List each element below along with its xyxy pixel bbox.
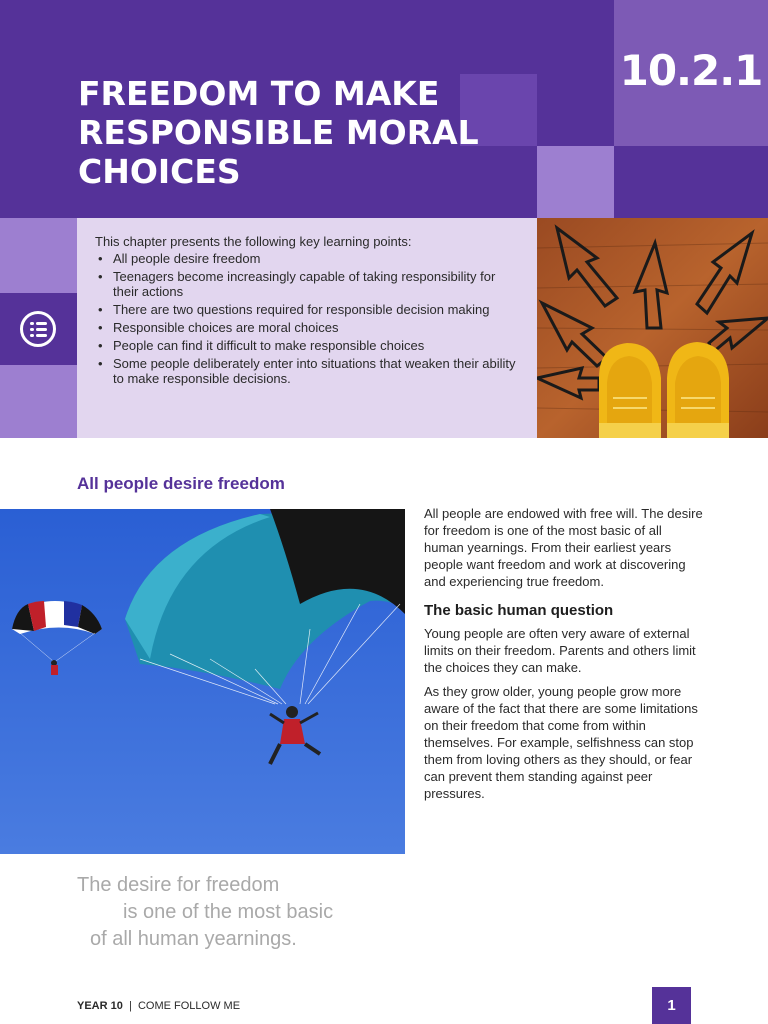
photo-sneakers-arrows [537, 218, 768, 438]
body-paragraph: As they grow older, young people grow more aware of the fact that there are some limitations on their freedom that come from within themselves. For example, selfishness can stop them from loving others as they should, or fear can prevent them standing against peer pressures. [424, 684, 698, 801]
list-icon [20, 311, 56, 347]
pull-quote-line: The desire for freedom [77, 874, 280, 896]
list-item: • Some people deliberately enter into situations that weaken their ability to make responsible decisions. [95, 356, 519, 386]
pull-quote-line: of all human yearnings. [90, 928, 297, 950]
footer-book-title: COME FOLLOW ME [137, 1000, 241, 1012]
list-item: • Responsible choices are moral choices [95, 320, 519, 335]
photo-skydivers [0, 509, 405, 854]
page-number: 1 [652, 987, 691, 1024]
list-item: • Teenagers become increasingly capable of taking responsibility for their actions [95, 269, 519, 299]
pull-quote [77, 872, 417, 953]
list-item: • There are two questions required for responsible decision making [95, 302, 519, 317]
learning-points-box [77, 218, 537, 438]
footer [77, 1000, 240, 1012]
decor-square [537, 146, 614, 218]
pull-quote-line: is one of the most basic [123, 901, 334, 923]
footer-year: YEAR 10 [77, 1000, 123, 1012]
body-paragraph: Young people are often very aware of external limits on their freedom. Parents and others limit the choices they can make. [424, 626, 696, 675]
body-paragraph: All people are endowed with free will. The desire for freedom is one of the most basic of all human yearnings. From their earliest years people want freedom and work at discovering and experiencing true freedom. [424, 506, 703, 589]
list-item: • All people desire freedom [95, 251, 519, 266]
header-band [0, 0, 768, 218]
subheading: The basic human question [424, 602, 614, 619]
section-heading: All people desire freedom [77, 474, 285, 493]
footer-separator: | [128, 1000, 132, 1012]
body-text-column [424, 505, 704, 809]
page-title: FREEDOM TO MAKE RESPONSIBLE MORAL CHOICES [78, 74, 479, 191]
list-item: • People can find it difficult to make responsible choices [95, 338, 519, 353]
learning-points-list [95, 251, 519, 386]
chapter-number: 10.2.1 [614, 0, 768, 146]
learning-points-intro: This chapter presents the following key learning points: [95, 234, 412, 249]
